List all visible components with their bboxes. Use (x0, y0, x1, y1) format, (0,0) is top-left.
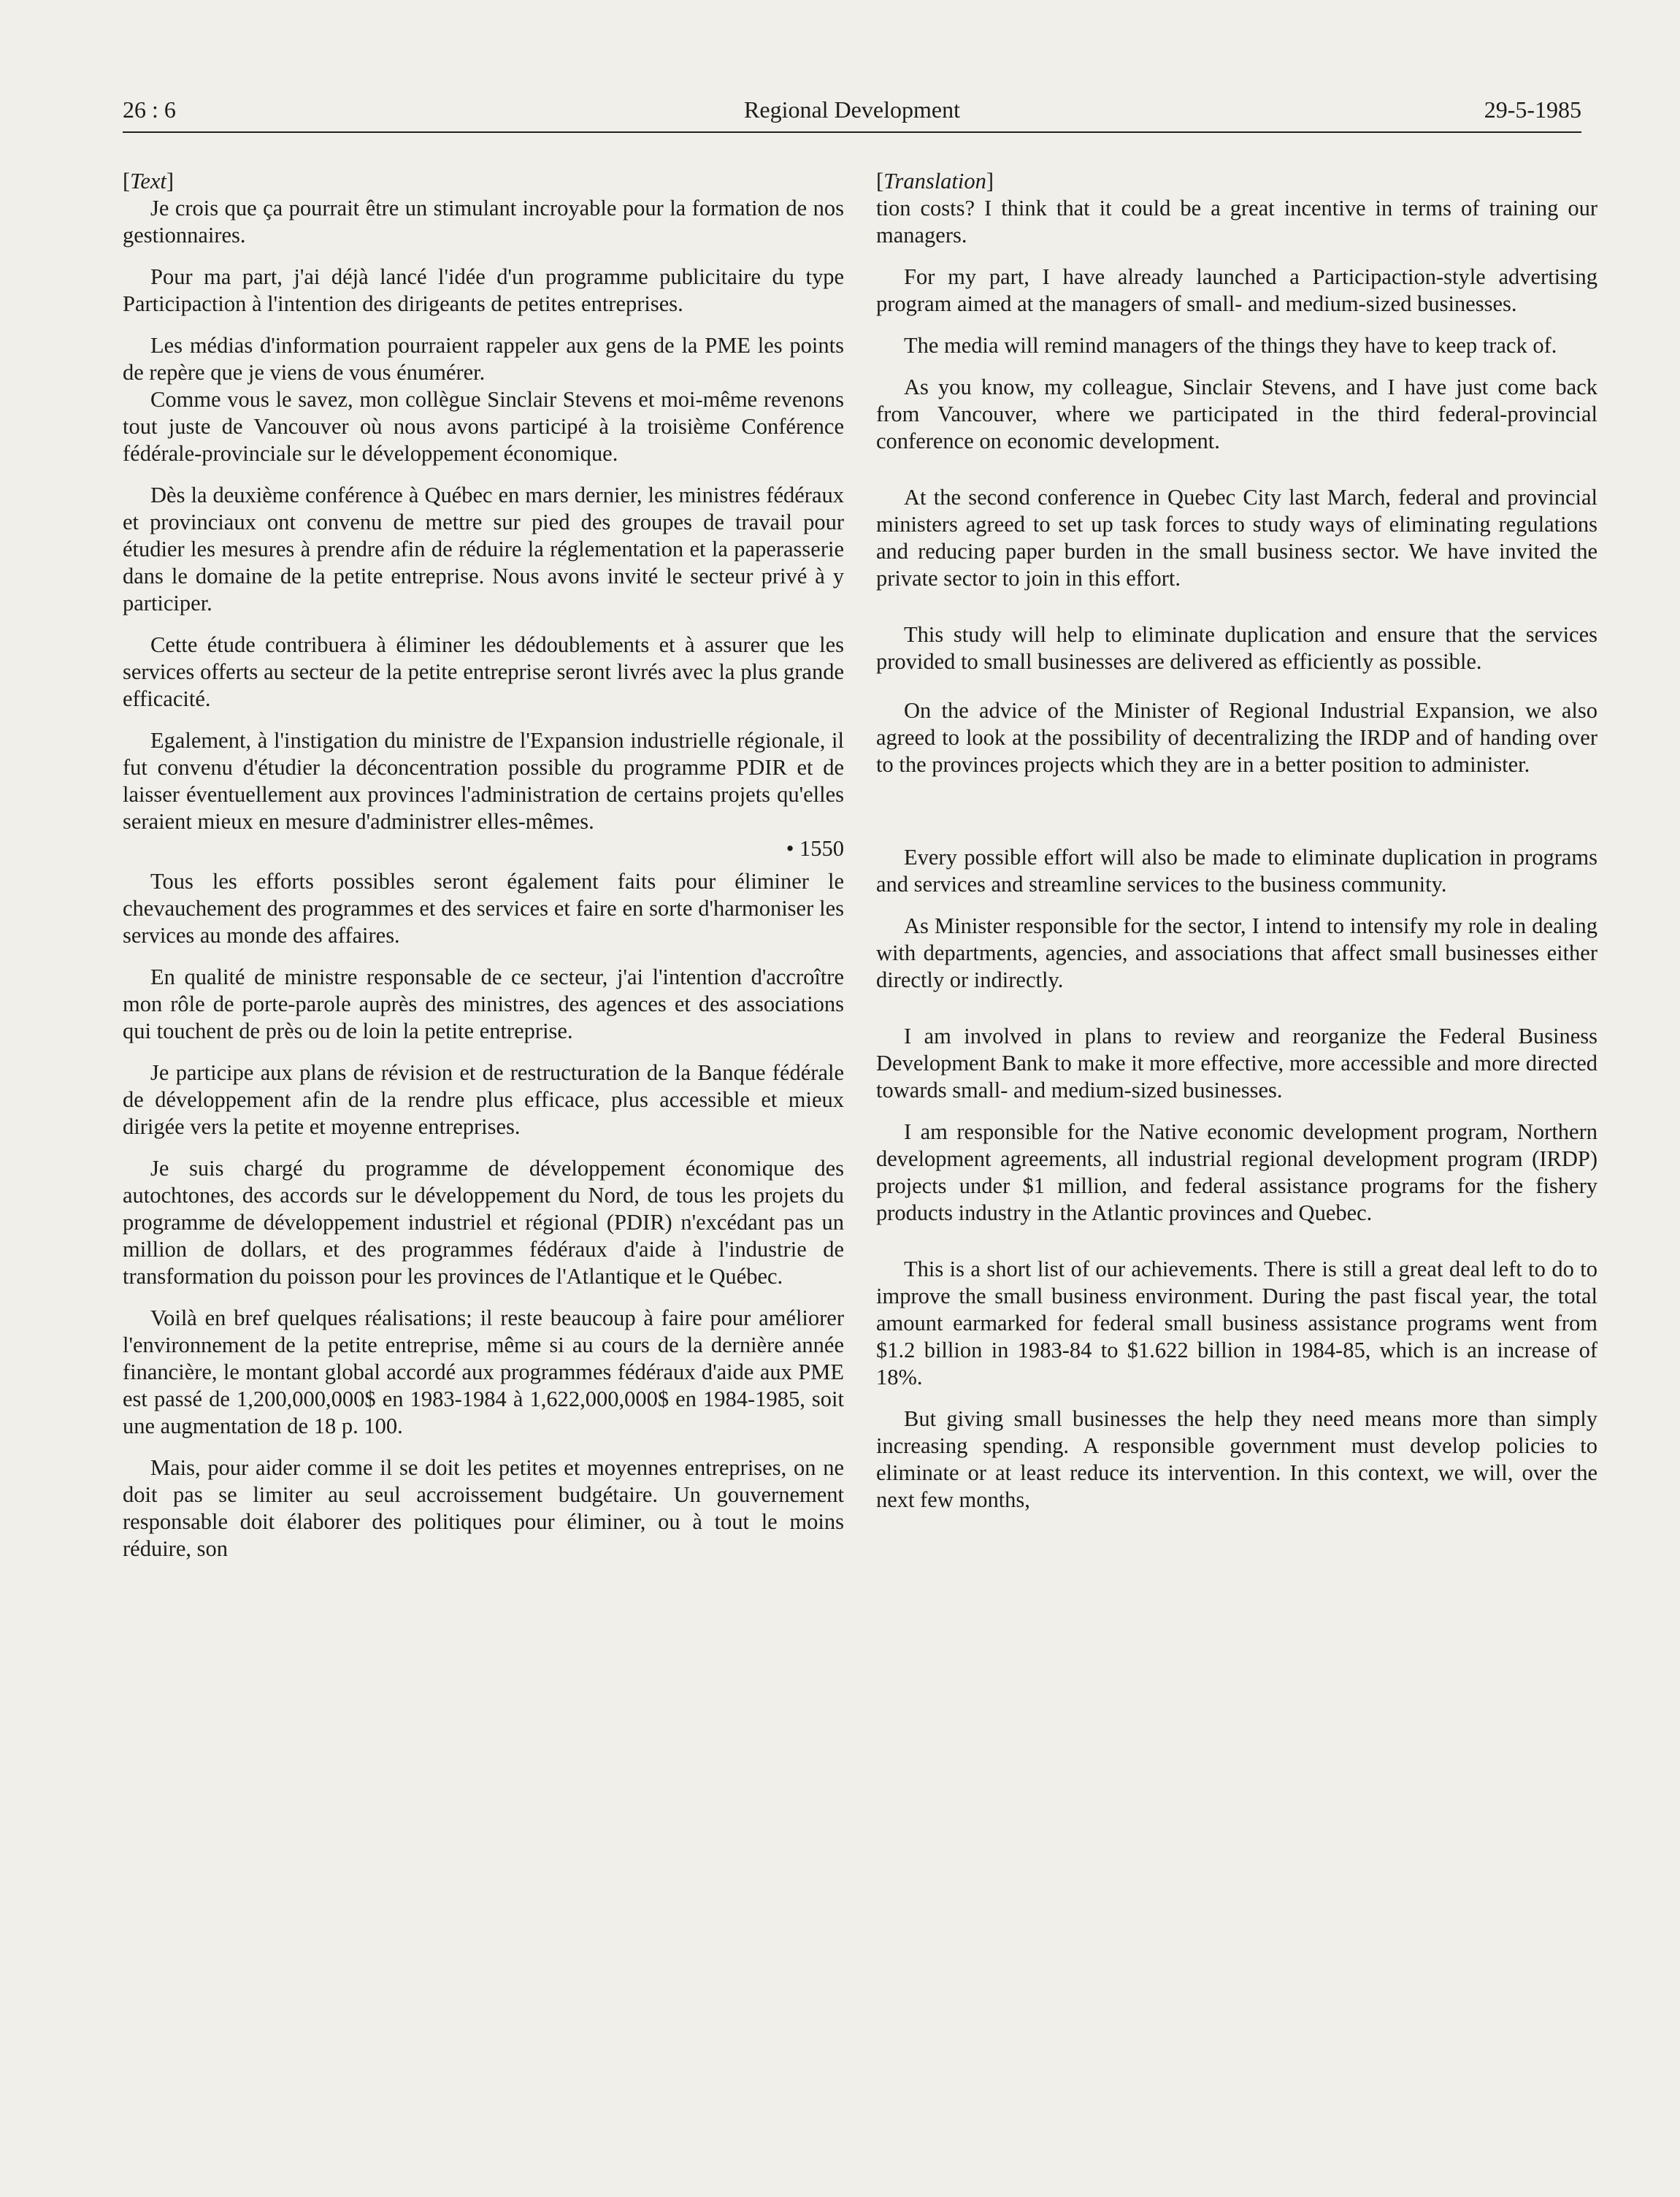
french-paragraph: Je suis chargé du programme de développement économique des autochtones, des accords sur le développement du Nord, de tous les projets du programme de développement industriel et régional (PDIR) n'excédant pas un million de dollars, et des programmes fédéraux d'aide à l'industrie de transformation du poisson pour les provinces de l'Atlantique et le Québec. (123, 1156, 844, 1289)
french-column (123, 168, 844, 1563)
english-paragraph: For my part, I have already launched a Participaction-style advertising program aimed at the managers of small- and medium-sized businesses. (876, 264, 1597, 316)
english-paragraph: Every possible effort will also be made to eliminate duplication in programs and services and streamline services to the business community. (876, 845, 1597, 897)
french-paragraph: Dès la deuxième conférence à Québec en mars dernier, les ministres fédéraux et provinciaux ont convenu de mettre sur pied des groupes de travail pour étudier les mesures à prendre afin de réduire la réglementation et la paperasserie dans le domaine de la petite entreprise. Nous avons invité le secteur privé à y participer. (123, 483, 844, 616)
french-paragraph: Les médias d'information pourraient rappeler aux gens de la PME les points de repère que je viens de vous énumérer. (123, 333, 844, 385)
text-tag: [Text] (123, 169, 174, 193)
time-marker: • 1550 (786, 836, 844, 861)
french-paragraph: En qualité de ministre responsable de ce secteur, j'ai l'intention d'accroître mon rôle de porte-parole auprès des ministres, des agences et des associations qui touchent de près ou de loin la petite entreprise. (123, 965, 844, 1043)
french-paragraph: Je crois que ça pourrait être un stimulant incroyable pour la formation de nos gestionnaires. (123, 196, 844, 248)
header-rule (123, 131, 1581, 133)
english-paragraph: As you know, my colleague, Sinclair Stevens, and I have just come back from Vancouver, where we participated in the third federal-provincial conference on economic development. (876, 375, 1597, 453)
french-paragraph: Pour ma part, j'ai déjà lancé l'idée d'un programme publicitaire du type Participaction à l'intention des dirigeants de petites entreprises. (123, 264, 844, 316)
english-paragraph: But giving small businesses the help they need means more than simply increasing spending. A responsible government must develop policies to eliminate or at least reduce its intervention. In this context, we will, over the next few months, (876, 1406, 1597, 1512)
running-title: Regional Development (744, 96, 960, 123)
page-date: 29-5-1985 (1484, 96, 1581, 123)
page-header (123, 96, 1581, 133)
french-paragraph: Voilà en bref quelques réalisations; il reste beaucoup à faire pour améliorer l'environnement de la petite entreprise, même si au cours de la dernière année financière, le montant global accordé aux programmes fédéraux d'aide aux PME est passé de 1,200,000,000$ en 1983-1984 à 1,622,000,000$ en 1984-1985, soit une augmentation de 18 p. 100. (123, 1305, 844, 1438)
english-paragraph: This study will help to eliminate duplication and ensure that the services provided to small businesses are delivered as efficiently as possible. (876, 622, 1597, 674)
french-paragraph: Cette étude contribuera à éliminer les dédoublements et à assurer que les services offerts au secteur de la petite entreprise seront livrés avec la plus grande efficacité. (123, 632, 844, 711)
english-paragraph: tion costs? I think that it could be a great incentive in terms of training our managers. (876, 196, 1597, 248)
english-paragraph: At the second conference in Quebec City last March, federal and provincial ministers agreed to set up task forces to study ways of eliminating regulations and reducing paper burden in the small business sector. We have invited the private sector to join in this effort. (876, 485, 1597, 591)
french-paragraph: Comme vous le savez, mon collègue Sinclair Stevens et moi-même revenons tout juste de Vancouver où nous avons participé à la troisième Conférence fédérale-provinciale sur le développement économique. (123, 387, 844, 466)
translation-tag: [Translation] (876, 169, 994, 193)
french-paragraph: Egalement, à l'instigation du ministre de l'Expansion industrielle régionale, il fut convenu d'étudier la déconcentration possible du programme PDIR et de laisser éventuellement aux provinces l'administration de certains projets qu'elles seraient mieux en mesure d'administrer elles-mêmes. (123, 728, 844, 834)
page-number: 26 : 6 (123, 96, 176, 123)
english-column (876, 168, 1597, 1514)
english-paragraph: I am responsible for the Native economic development program, Northern development agreements, all industrial regional development program (IRDP) projects under $1 million, and federal assistance programs for the fishery products industry in the Atlantic provinces and Quebec. (876, 1119, 1597, 1225)
english-paragraph: The media will remind managers of the things they have to keep track of. (904, 333, 1557, 358)
french-paragraph: Mais, pour aider comme il se doit les petites et moyennes entreprises, on ne doit pas se limiter au seul accroissement budgétaire. Un gouvernement responsable doit élaborer des politiques pour éliminer, ou à tout le moins réduire, son (123, 1455, 844, 1561)
english-paragraph: On the advice of the Minister of Regional Industrial Expansion, we also agreed to look at the possibility of decentralizing the IRDP and of handing over to the provinces projects which they are in a better position to administer. (876, 698, 1597, 777)
french-paragraph: Je participe aux plans de révision et de restructuration de la Banque fédérale de développement afin de la rendre plus efficace, plus accessible et mieux dirigée vers la petite et moyenne entreprises. (123, 1060, 844, 1139)
english-paragraph: As Minister responsible for the sector, I intend to intensify my role in dealing with departments, agencies, and associations that affect small businesses either directly or indirectly. (876, 913, 1597, 992)
french-paragraph: Tous les efforts possibles seront également faits pour éliminer le chevauchement des programmes et des services et faire en sorte d'harmoniser les services au monde des affaires. (123, 869, 844, 948)
english-paragraph: This is a short list of our achievements. There is still a great deal left to do to improve the small business environment. During the past fiscal year, the total amount earmarked for federal small business assistance programs went from $1.2 billion in 1983-84 to $1.622 billion in 1984-85, which is an increase of 18%. (876, 1257, 1597, 1389)
english-paragraph: I am involved in plans to review and reorganize the Federal Business Development Bank to make it more effective, more accessible and more directed towards small- and medium-sized businesses. (876, 1024, 1597, 1103)
